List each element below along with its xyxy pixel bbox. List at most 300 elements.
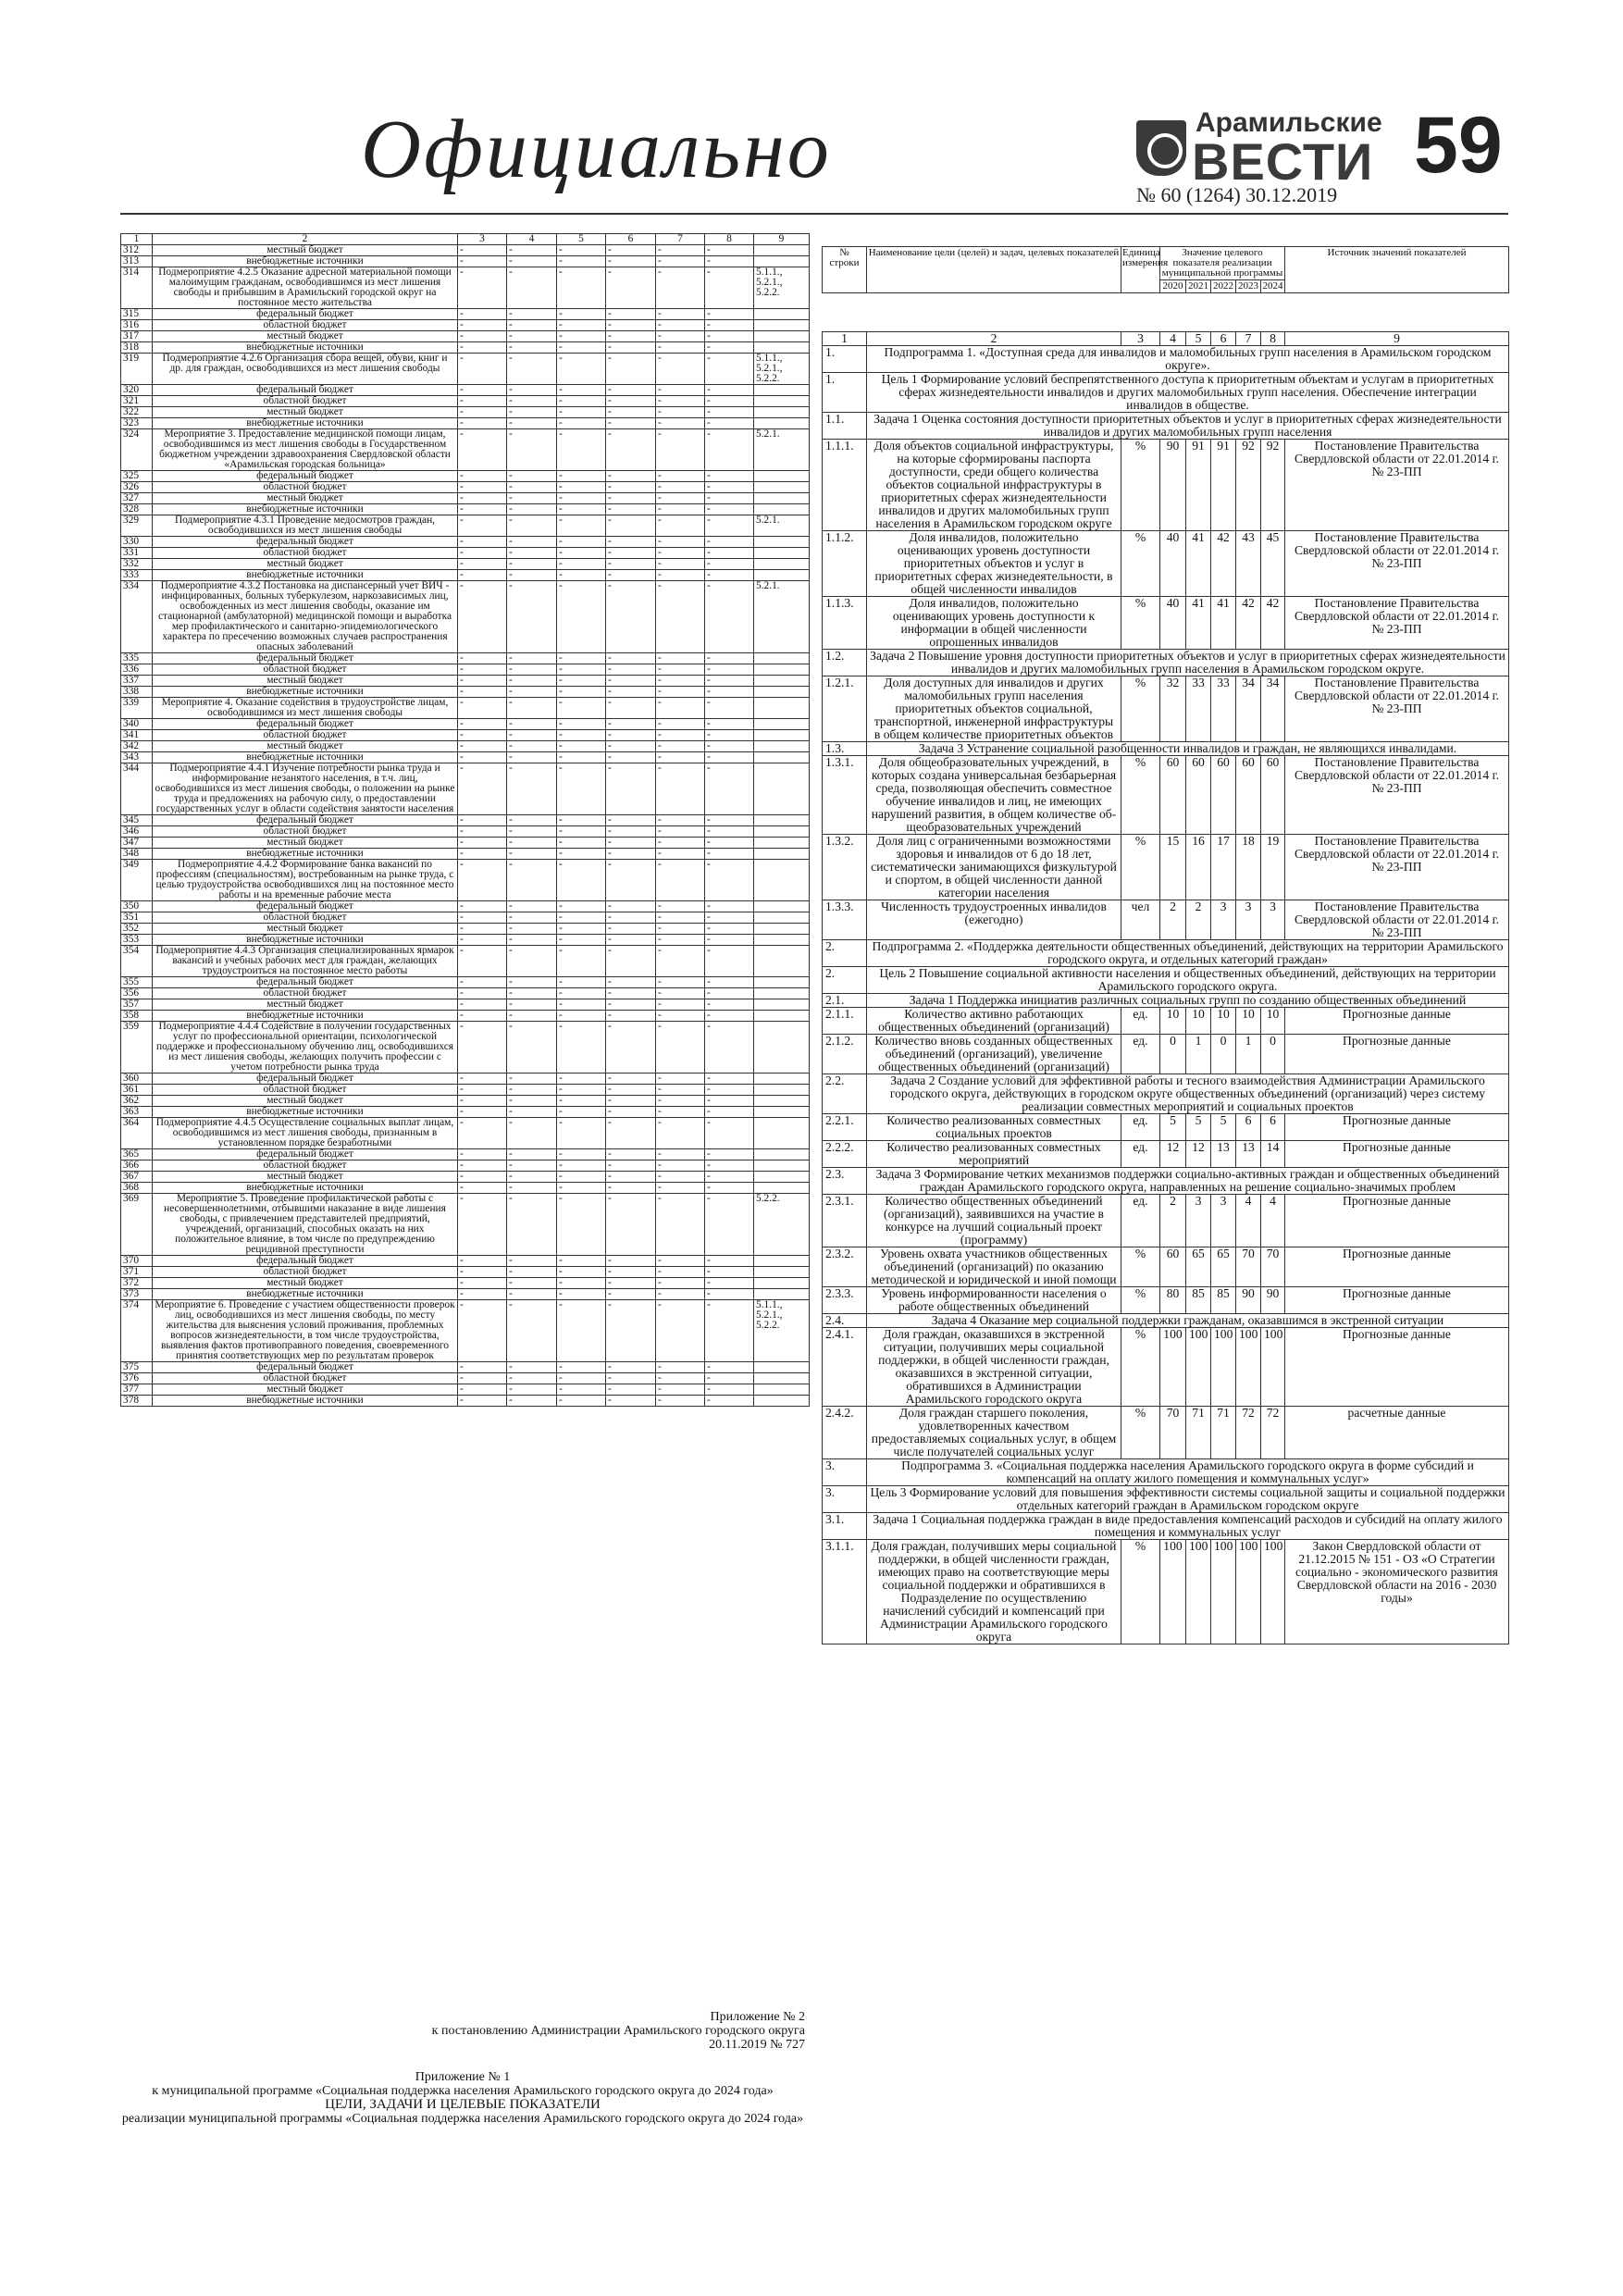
- row-name: областной бюджет: [153, 320, 458, 331]
- row-number: 318: [121, 342, 153, 354]
- value-cell: -: [458, 838, 507, 849]
- value-cell: -: [458, 504, 507, 515]
- row-number: 1.2.1.: [823, 676, 867, 742]
- value-cell: -: [656, 1011, 705, 1022]
- year-value: 100: [1211, 1540, 1236, 1644]
- value-cell: -: [458, 1118, 507, 1149]
- value-cell: -: [507, 354, 557, 385]
- value-cell: -: [606, 1256, 656, 1267]
- column-number-header: 8: [1261, 332, 1285, 346]
- year-value: 85: [1186, 1287, 1211, 1314]
- value-cell: -: [705, 1022, 754, 1074]
- year-value: 4: [1261, 1195, 1285, 1247]
- year-value: 60: [1261, 756, 1285, 835]
- indicator-name: Доля объектов социальной инфраструктуры, на которые сформированы паспорта доступности, среди общего количества объектов социальной инфраструктуры в приоритетных сферах жизнедеятельности инвалидов и других маломобильных групп населения в Арамильском городском округе: [867, 440, 1121, 531]
- table-row: [823, 1513, 1509, 1540]
- value-cell: -: [656, 912, 705, 924]
- value-cell: -: [458, 1011, 507, 1022]
- row-number: 358: [121, 1011, 153, 1022]
- unit: %: [1121, 1328, 1160, 1407]
- row-number: 362: [121, 1096, 153, 1107]
- row-number: 364: [121, 1118, 153, 1149]
- value-cell: -: [705, 1183, 754, 1194]
- row-number: 327: [121, 493, 153, 504]
- value-cell: -: [507, 838, 557, 849]
- value-cell: -: [656, 1289, 705, 1300]
- row-number: 338: [121, 687, 153, 698]
- target-ref: [754, 1011, 810, 1022]
- row-name: Подмероприятие 4.3.2 Постановка на диспансерный учет ВИЧ - инфицированных, больных туберкулезом, наркозависимых лиц, освобожденных из мест лишения свободы, оказание им стационарной (амбулаторной) медицинской помощи и выработка мер профилактического и санитарно-эпидемиологического характера по пресечению возможных случаев распространения опасных заболеваний: [153, 581, 458, 653]
- year-value: 70: [1236, 1247, 1261, 1287]
- value-cell: -: [656, 1300, 705, 1362]
- value-cell: -: [458, 1160, 507, 1172]
- value-cell: -: [557, 418, 606, 429]
- section-heading: Подпрограмма 2. «Поддержка деятельности общественных объединений, действующих на территории Арамильского городского округа, и отдельных категорий граждан»: [867, 940, 1509, 967]
- target-ref: [754, 730, 810, 741]
- value-cell: -: [656, 1096, 705, 1107]
- value-cell: -: [507, 1022, 557, 1074]
- table-row: [823, 1008, 1509, 1035]
- value-cell: -: [705, 429, 754, 471]
- value-cell: -: [507, 548, 557, 559]
- value-cell: -: [507, 1107, 557, 1118]
- table-row: [121, 912, 810, 924]
- indicator-name: Доля доступных для инвалидов и других маломобильных групп населения приоритетных объектов социальной, транспортной, инженерной инфраструктуры в общем количестве приоритетных объектов: [867, 676, 1121, 742]
- section-heading: Задача 4 Оказание мер социальной поддержки гражданам, оказавшимся в экстренной ситуации: [867, 1314, 1509, 1328]
- value-cell: -: [507, 763, 557, 815]
- row-number: 328: [121, 504, 153, 515]
- value-cell: -: [507, 1160, 557, 1172]
- target-ref: 5.2.1.: [754, 581, 810, 653]
- value-cell: -: [606, 664, 656, 676]
- row-number: 3.: [823, 1486, 867, 1513]
- value-cell: -: [458, 1373, 507, 1384]
- row-name: Подмероприятие 4.4.1 Изучение потребности рынка труда и информирование незанятого населения, в т.ч. лиц, освободившихся из мест лишения свободы, о положении на рынке труда и предложениях на рабочую силу, о предоставлении государственных услуг в области содействия занятости населения: [153, 763, 458, 815]
- row-name: местный бюджет: [153, 331, 458, 342]
- column-number-header: 5: [1186, 332, 1211, 346]
- row-number: 345: [121, 815, 153, 826]
- section-heading: Подпрограмма 1. «Доступная среда для инвалидов и маломобильных групп населения в Арамильском городском округе».: [867, 346, 1509, 373]
- row-number: 3.1.: [823, 1513, 867, 1540]
- year-value: 65: [1211, 1247, 1236, 1287]
- table-row: [121, 548, 810, 559]
- row-name: внебюджетные источники: [153, 570, 458, 581]
- value-cell: -: [557, 354, 606, 385]
- table-row: [823, 1141, 1509, 1168]
- table-row: [823, 650, 1509, 676]
- table-row: [823, 1247, 1509, 1287]
- row-number: 1.3.3.: [823, 900, 867, 940]
- value-cell: -: [705, 256, 754, 267]
- row-number: 350: [121, 901, 153, 912]
- value-cell: -: [656, 1085, 705, 1096]
- value-cell: -: [458, 999, 507, 1011]
- value-cell: -: [458, 1074, 507, 1085]
- row-number: 337: [121, 676, 153, 687]
- target-ref: [754, 977, 810, 988]
- row-name: внебюджетные источники: [153, 418, 458, 429]
- row-number: 377: [121, 1384, 153, 1396]
- row-name: Мероприятие 4. Оказание содействия в трудоустройстве лицам, освободившимся из мест лишения свободы: [153, 698, 458, 719]
- value-cell: -: [656, 581, 705, 653]
- unit: %: [1121, 835, 1160, 900]
- row-name: областной бюджет: [153, 912, 458, 924]
- value-cell: -: [656, 1160, 705, 1172]
- table-row: [823, 1328, 1509, 1407]
- value-cell: -: [458, 924, 507, 935]
- value-cell: -: [606, 407, 656, 418]
- row-number: 314: [121, 267, 153, 309]
- year-value: 92: [1236, 440, 1261, 531]
- row-name: внебюджетные источники: [153, 1289, 458, 1300]
- target-ref: [754, 548, 810, 559]
- year-value: 3: [1211, 1195, 1236, 1247]
- unit: ед.: [1121, 1114, 1160, 1141]
- value-cell: -: [656, 999, 705, 1011]
- value-cell: -: [458, 570, 507, 581]
- row-name: областной бюджет: [153, 1085, 458, 1096]
- value-cell: -: [705, 320, 754, 331]
- table-row: [823, 835, 1509, 900]
- row-number: 324: [121, 429, 153, 471]
- source: Постановление Правительства Свердловской области от 22.01.2014 г. № 23-ПП: [1285, 900, 1509, 940]
- value-cell: -: [656, 515, 705, 537]
- row-number: 2.2.1.: [823, 1114, 867, 1141]
- table-row: [823, 1114, 1509, 1141]
- unit: %: [1121, 1407, 1160, 1459]
- row-name: местный бюджет: [153, 1172, 458, 1183]
- row-name: областной бюджет: [153, 730, 458, 741]
- target-ref: [754, 342, 810, 354]
- table-row: [121, 946, 810, 977]
- value-cell: -: [507, 309, 557, 320]
- value-cell: -: [705, 493, 754, 504]
- value-cell: -: [507, 493, 557, 504]
- value-cell: -: [458, 849, 507, 860]
- section-heading: Задача 1 Оценка состояния доступности приоритетных объектов и услуг в приоритетных сферах жизнедеятельности инвалидов и других маломобильных групп населения: [867, 413, 1509, 440]
- row-number: 357: [121, 999, 153, 1011]
- value-cell: -: [458, 581, 507, 653]
- value-cell: -: [557, 471, 606, 482]
- value-cell: -: [656, 1074, 705, 1085]
- table-row: [121, 385, 810, 396]
- year-value: 33: [1211, 676, 1236, 742]
- right-table-header-block: [822, 246, 1509, 293]
- value-cell: -: [705, 385, 754, 396]
- value-cell: -: [557, 256, 606, 267]
- value-cell: -: [656, 418, 705, 429]
- value-cell: -: [705, 1278, 754, 1289]
- year-header: 2023: [1236, 280, 1261, 293]
- value-cell: -: [705, 912, 754, 924]
- row-number: 342: [121, 741, 153, 752]
- table-row: [121, 698, 810, 719]
- target-ref: [754, 763, 810, 815]
- value-cell: -: [656, 849, 705, 860]
- year-value: 13: [1211, 1141, 1236, 1168]
- value-cell: -: [557, 581, 606, 653]
- table-row: [823, 1287, 1509, 1314]
- value-cell: -: [507, 1300, 557, 1362]
- value-cell: -: [557, 1278, 606, 1289]
- row-name: федеральный бюджет: [153, 309, 458, 320]
- table-row: [121, 1172, 810, 1183]
- value-cell: -: [656, 1278, 705, 1289]
- indicator-name: Доля инвалидов, положительно оценивающих уровень доступности к информации в общей численности опрошенных инвалидов: [867, 597, 1121, 650]
- value-cell: -: [458, 1172, 507, 1183]
- value-cell: -: [458, 385, 507, 396]
- value-cell: -: [458, 935, 507, 946]
- appendix1-ref: к муниципальной программе «Социальная поддержка населения Арамильского городского округа до 2024 года»: [152, 2084, 774, 2098]
- target-ref: [754, 1085, 810, 1096]
- value-cell: -: [557, 977, 606, 988]
- value-cell: -: [507, 1085, 557, 1096]
- value-cell: -: [705, 763, 754, 815]
- value-cell: -: [458, 1396, 507, 1407]
- table-row: [823, 676, 1509, 742]
- row-number: 1.3.1.: [823, 756, 867, 835]
- value-cell: -: [458, 418, 507, 429]
- value-cell: -: [507, 719, 557, 730]
- value-cell: -: [705, 676, 754, 687]
- value-cell: -: [507, 1074, 557, 1085]
- year-value: 0: [1211, 1035, 1236, 1074]
- value-cell: -: [557, 396, 606, 407]
- row-number: 2.: [823, 940, 867, 967]
- year-value: 10: [1211, 1008, 1236, 1035]
- table-row: [823, 1540, 1509, 1644]
- indicator-name: Доля общеобразовательных учреждений, в которых создана универсальная безбарьерная среда, позволяющая обеспечить совместное обучение инвалидов и лиц, не имеющих нарушений развития, в общем количестве об-щеобразовательных учреждений: [867, 756, 1121, 835]
- value-cell: -: [507, 267, 557, 309]
- value-cell: -: [656, 719, 705, 730]
- value-cell: -: [606, 267, 656, 309]
- row-number: 326: [121, 482, 153, 493]
- row-name: местный бюджет: [153, 999, 458, 1011]
- row-name: федеральный бюджет: [153, 977, 458, 988]
- value-cell: -: [705, 471, 754, 482]
- value-cell: -: [458, 1300, 507, 1362]
- column-number-header: 1: [823, 332, 867, 346]
- value-cell: -: [705, 245, 754, 256]
- value-cell: -: [606, 493, 656, 504]
- row-number: 1.: [823, 346, 867, 373]
- value-cell: -: [656, 1118, 705, 1149]
- value-cell: -: [606, 924, 656, 935]
- row-number: 2.1.1.: [823, 1008, 867, 1035]
- value-cell: -: [557, 1289, 606, 1300]
- target-ref: [754, 1396, 810, 1407]
- target-ref: [754, 504, 810, 515]
- value-cell: -: [656, 838, 705, 849]
- year-value: 60: [1186, 756, 1211, 835]
- value-cell: -: [557, 849, 606, 860]
- value-cell: -: [557, 548, 606, 559]
- row-name: местный бюджет: [153, 245, 458, 256]
- value-cell: -: [458, 946, 507, 977]
- target-ref: [754, 698, 810, 719]
- value-cell: -: [656, 977, 705, 988]
- table-row: [121, 719, 810, 730]
- value-cell: -: [458, 988, 507, 999]
- row-number: 331: [121, 548, 153, 559]
- indicator-name: Количество общественных объединений (организаций), заявившихся на участие в конкурсе на лучший социальный проект (программу): [867, 1195, 1121, 1247]
- target-ref: [754, 537, 810, 548]
- value-cell: -: [557, 515, 606, 537]
- year-header: 2020: [1160, 280, 1186, 293]
- target-ref: [754, 741, 810, 752]
- row-number: 356: [121, 988, 153, 999]
- value-cell: -: [705, 664, 754, 676]
- value-cell: -: [557, 901, 606, 912]
- value-cell: -: [557, 1384, 606, 1396]
- value-cell: -: [507, 730, 557, 741]
- value-cell: -: [606, 1194, 656, 1256]
- value-cell: -: [557, 493, 606, 504]
- value-cell: -: [458, 267, 507, 309]
- value-cell: -: [705, 407, 754, 418]
- value-cell: -: [705, 1074, 754, 1085]
- table-row: [823, 373, 1509, 413]
- appendix-subtitle: реализации муниципальной программы «Социальная поддержка населения Арамильского городского округа до 2024 года»: [121, 2112, 804, 2126]
- year-value: 100: [1186, 1328, 1211, 1407]
- value-cell: -: [507, 1384, 557, 1396]
- value-cell: -: [705, 570, 754, 581]
- unit: %: [1121, 676, 1160, 742]
- value-cell: -: [507, 504, 557, 515]
- table-row: [121, 1278, 810, 1289]
- table-row: [823, 346, 1509, 373]
- year-value: 3: [1236, 900, 1261, 940]
- target-ref: [754, 676, 810, 687]
- value-cell: -: [507, 664, 557, 676]
- value-cell: -: [458, 493, 507, 504]
- table-row: [823, 900, 1509, 940]
- table-row: [121, 1267, 810, 1278]
- row-name: областной бюджет: [153, 988, 458, 999]
- target-ref: 5.2.1.: [754, 515, 810, 537]
- value-cell: -: [557, 946, 606, 977]
- source: Прогнозные данные: [1285, 1141, 1509, 1168]
- row-number: 371: [121, 1267, 153, 1278]
- value-cell: -: [507, 471, 557, 482]
- row-number: 344: [121, 763, 153, 815]
- value-cell: -: [705, 719, 754, 730]
- value-cell: -: [705, 1107, 754, 1118]
- value-cell: -: [458, 1256, 507, 1267]
- row-number: 1.: [823, 373, 867, 413]
- year-value: 33: [1186, 676, 1211, 742]
- unit: %: [1121, 756, 1160, 835]
- row-number: 1.3.2.: [823, 835, 867, 900]
- table-row: [823, 597, 1509, 650]
- value-cell: -: [606, 1107, 656, 1118]
- source: Прогнозные данные: [1285, 1247, 1509, 1287]
- year-value: 10: [1261, 1008, 1285, 1035]
- value-cell: -: [705, 1267, 754, 1278]
- row-number: 355: [121, 977, 153, 988]
- table-row: [121, 815, 810, 826]
- source: Закон Свердловской области от 21.12.2015 № 151 - ОЗ «О Стратегии социально - экономического развития Свердловской области на 2016 - 2030 годы»: [1285, 1540, 1509, 1644]
- year-value: 70: [1261, 1247, 1285, 1287]
- year-value: 5: [1186, 1114, 1211, 1141]
- row-name: внебюджетные источники: [153, 1011, 458, 1022]
- value-cell: -: [507, 320, 557, 331]
- row-number: 2.: [823, 967, 867, 994]
- column-number-header: 4: [1160, 332, 1186, 346]
- value-cell: -: [606, 1289, 656, 1300]
- row-number: 369: [121, 1194, 153, 1256]
- value-cell: -: [606, 354, 656, 385]
- value-cell: -: [705, 741, 754, 752]
- value-cell: -: [656, 537, 705, 548]
- value-cell: -: [458, 730, 507, 741]
- row-number: 1.1.1.: [823, 440, 867, 531]
- row-number: 366: [121, 1160, 153, 1172]
- target-ref: [754, 860, 810, 901]
- value-cell: -: [557, 664, 606, 676]
- table-row: [823, 940, 1509, 967]
- row-name: внебюджетные источники: [153, 256, 458, 267]
- row-name: внебюджетные источники: [153, 687, 458, 698]
- value-cell: -: [606, 1011, 656, 1022]
- row-number: 329: [121, 515, 153, 537]
- value-cell: -: [606, 977, 656, 988]
- table-row: [121, 1362, 810, 1373]
- value-cell: -: [507, 912, 557, 924]
- row-number: 339: [121, 698, 153, 719]
- row-number: 334: [121, 581, 153, 653]
- table-row: [823, 742, 1509, 756]
- value-cell: -: [507, 1118, 557, 1149]
- indicator-name: Доля граждан, получивших меры социальной поддержки, в общей численности граждан, имеющих право на соответствующие меры социальной поддержки и обратившихся в Подразделение по осуществлению начислений субсидий и компенсаций при Администрации Арамильского городского округа: [867, 1540, 1121, 1644]
- table-row: [121, 687, 810, 698]
- value-cell: -: [705, 901, 754, 912]
- value-cell: -: [606, 730, 656, 741]
- value-cell: -: [507, 482, 557, 493]
- year-value: 100: [1236, 1328, 1261, 1407]
- table-row: [823, 413, 1509, 440]
- row-number: 365: [121, 1149, 153, 1160]
- row-name: федеральный бюджет: [153, 815, 458, 826]
- value-cell: -: [458, 815, 507, 826]
- value-cell: -: [557, 826, 606, 838]
- value-cell: -: [656, 1149, 705, 1160]
- value-cell: -: [458, 1289, 507, 1300]
- table-row: [121, 999, 810, 1011]
- value-cell: -: [458, 687, 507, 698]
- year-value: 90: [1261, 1287, 1285, 1314]
- year-value: 80: [1160, 1287, 1186, 1314]
- value-cell: -: [705, 267, 754, 309]
- column-number-header: 1: [121, 234, 153, 245]
- value-cell: -: [656, 256, 705, 267]
- column-number-header: 9: [754, 234, 810, 245]
- value-cell: -: [458, 1362, 507, 1373]
- row-number: 333: [121, 570, 153, 581]
- value-cell: -: [606, 849, 656, 860]
- row-number: 348: [121, 849, 153, 860]
- row-number: 317: [121, 331, 153, 342]
- value-cell: -: [557, 1022, 606, 1074]
- value-cell: -: [705, 653, 754, 664]
- row-name: федеральный бюджет: [153, 901, 458, 912]
- year-value: 2: [1160, 900, 1186, 940]
- target-ref: [754, 493, 810, 504]
- source: расчетные данные: [1285, 1407, 1509, 1459]
- value-cell: -: [458, 752, 507, 763]
- table-row: [121, 1373, 810, 1384]
- value-cell: -: [656, 741, 705, 752]
